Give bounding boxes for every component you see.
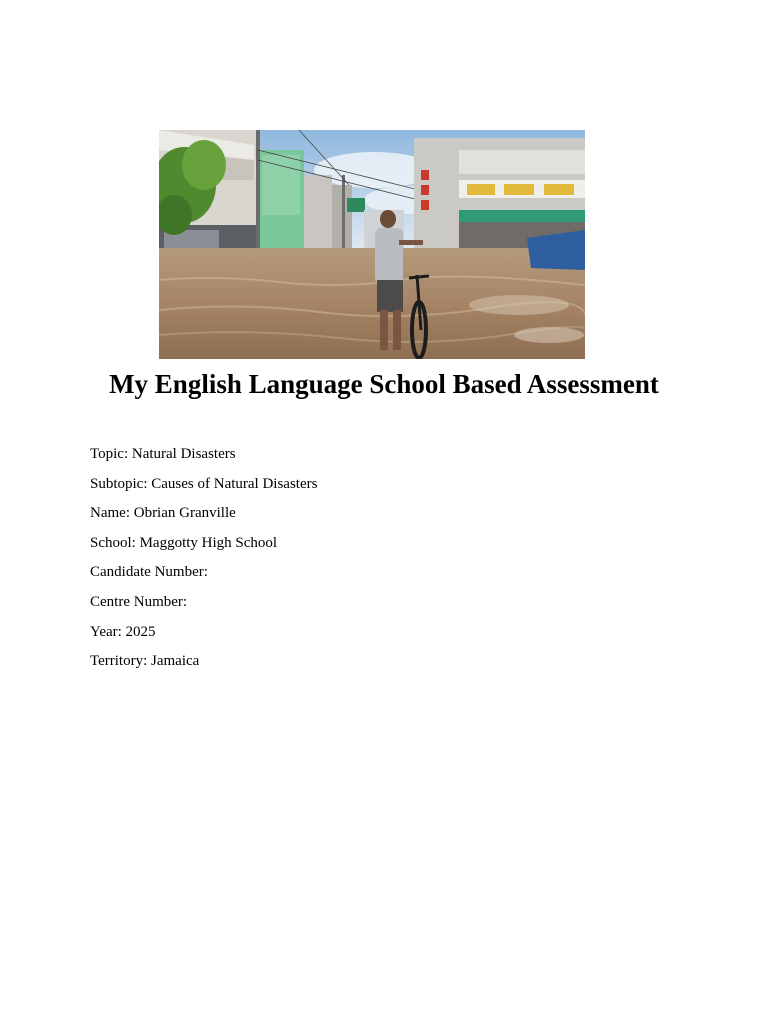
cover-photo	[159, 130, 585, 359]
subtopic-line: Subtopic: Causes of Natural Disasters	[90, 475, 318, 492]
flooded-street-image	[159, 130, 585, 359]
year-line: Year: 2025	[90, 623, 156, 640]
school-line: School: Maggotty High School	[90, 534, 278, 551]
territory-line: Territory: Jamaica	[90, 653, 200, 670]
candidate-number-line: Candidate Number:	[90, 564, 208, 581]
topic-line: Topic: Natural Disasters	[90, 446, 236, 462]
page-title: My English Language School Based Assessment	[109, 369, 659, 399]
centre-number-line: Centre Number:	[90, 593, 188, 610]
name-line: Name: Obrian Granville	[90, 505, 236, 522]
cover-details-list	[90, 444, 317, 681]
